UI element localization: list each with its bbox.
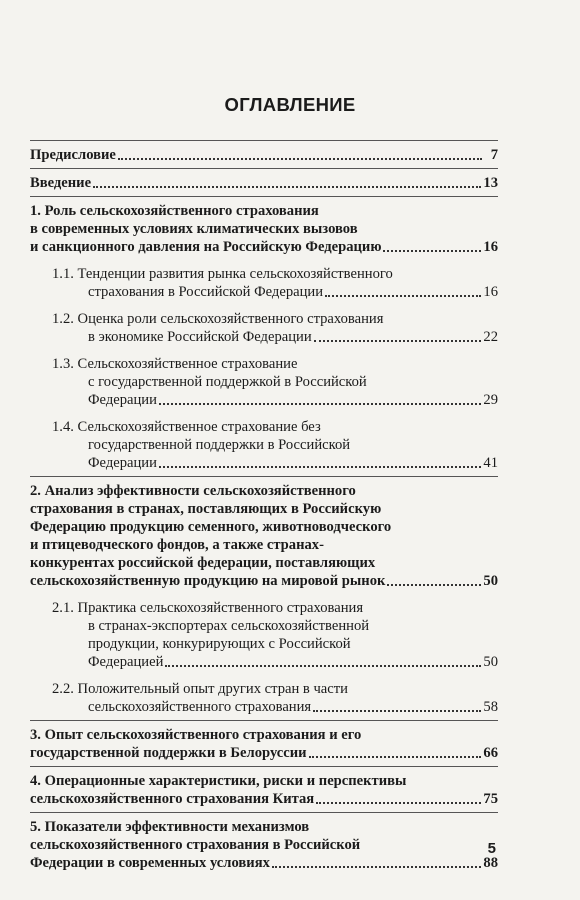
toc-entry-title: Предисловие: [30, 147, 116, 163]
toc-entry-line: Федерации в современных условиях: [30, 855, 270, 871]
dot-leader: [159, 399, 481, 405]
toc-page-number: 41: [483, 455, 498, 471]
toc-entry-line: Федерации: [88, 392, 157, 408]
toc-entry-section-1-2[interactable]: [30, 305, 498, 350]
toc-entry-section-2-2[interactable]: [30, 675, 498, 720]
toc-entry-line: 5. Показатели эффективности механизмов: [30, 819, 310, 835]
toc-page-number: 16: [483, 284, 498, 300]
toc-entry-chapter-3[interactable]: [30, 721, 498, 766]
toc-entry-chapter-5[interactable]: [30, 813, 498, 876]
toc-entry-line: 2. Анализ эффективности сельскохозяйственного: [30, 483, 356, 499]
dot-leader: [309, 752, 482, 758]
toc-page-number: 29: [483, 392, 498, 408]
toc-entry-chapter-1[interactable]: [30, 197, 498, 260]
toc-entry-line: продукции, конкурирующих с Российской: [88, 636, 351, 652]
toc-page-number: 50: [483, 654, 498, 670]
toc-entry-line: 3. Опыт сельскохозяйственного страхования и его: [30, 727, 362, 743]
toc-page-number: 58: [483, 699, 498, 715]
toc-page-number: 50: [483, 573, 498, 589]
toc-entry-line: 1.2. Оценка роли сельскохозяйственного страхования: [52, 311, 384, 327]
toc-entry-title: Введение: [30, 175, 92, 191]
toc-entry-chapter-2[interactable]: [30, 477, 498, 594]
toc-entry-line: 4. Операционные характеристики, риски и перспективы: [30, 773, 407, 789]
toc-entry-line: конкурентах российской федерации, поставляющих: [30, 555, 376, 571]
toc-entry-line: сельскохозяйственного страхования: [88, 699, 312, 715]
toc-entry-line: в экономике Российской Федерации: [88, 329, 312, 345]
dot-leader: [313, 706, 481, 712]
toc-entry-line: Федерацию продукцию семенного, животноводческого: [30, 519, 392, 535]
toc-entry-line: в странах-экспортерах сельскохозяйственной: [88, 618, 370, 634]
toc-entry-line: страхования в Российской Федерации: [88, 284, 324, 300]
toc-entry-line: Федерации: [88, 455, 157, 471]
table-of-contents: [30, 140, 498, 876]
toc-entry-line: 1.3. Сельскохозяйственное страхование: [52, 356, 298, 372]
toc-page-number: 16: [483, 239, 498, 255]
toc-entry-introduction[interactable]: [30, 169, 498, 196]
toc-entry-line: с государственной поддержкой в Российской: [88, 374, 367, 390]
toc-entry-line: страхования в странах, поставляющих в Российскую: [30, 501, 382, 517]
toc-page-number: 75: [483, 791, 498, 807]
toc-entry-section-1-1[interactable]: [30, 260, 498, 305]
dot-leader: [314, 336, 482, 342]
toc-entry-line: Федерацией: [88, 654, 164, 670]
dot-leader: [118, 154, 482, 160]
dot-leader: [272, 862, 482, 868]
dot-leader: [165, 661, 481, 667]
toc-entry-line: 1. Роль сельскохозяйственного страхования: [30, 203, 319, 219]
page-number: 5: [487, 840, 496, 857]
toc-entry-line: и птицеводческого фондов, а также странах-: [30, 537, 324, 553]
toc-entry-line: и санкционного давления на Российскую Федерацию: [30, 239, 382, 255]
toc-entry-chapter-4[interactable]: [30, 767, 498, 812]
toc-page-number: 7: [490, 147, 498, 163]
dot-leader: [387, 580, 481, 586]
toc-page-number: 22: [483, 329, 498, 345]
toc-entry-preface[interactable]: [30, 141, 498, 168]
toc-entry-line: государственной поддержки в Российской: [88, 437, 351, 453]
toc-entry-line: 2.1. Практика сельскохозяйственного страхования: [52, 600, 364, 616]
dot-leader: [325, 291, 481, 297]
toc-entry-line: 1.1. Тенденции развития рынка сельскохозяйственного: [52, 266, 393, 282]
page-title: ОГЛАВЛЕНИЕ: [224, 94, 356, 115]
toc-entry-section-1-3[interactable]: [30, 350, 498, 413]
toc-entry-line: 2.2. Положительный опыт других стран в части: [52, 681, 348, 697]
dot-leader: [316, 798, 481, 804]
toc-page-number: 13: [483, 175, 498, 191]
toc-entry-line: сельскохозяйственного страхования в Российской: [30, 837, 361, 853]
dot-leader: [93, 182, 481, 188]
toc-entry-line: сельскохозяйственную продукцию на мировой рынок: [30, 573, 386, 589]
toc-entry-line: в современных условиях климатических вызовов: [30, 221, 358, 237]
dot-leader: [159, 462, 481, 468]
dot-leader: [383, 246, 481, 252]
toc-entry-section-1-4[interactable]: [30, 413, 498, 476]
toc-entry-line: 1.4. Сельскохозяйственное страхование без: [52, 419, 321, 435]
toc-entry-line: сельскохозяйственного страхования Китая: [30, 791, 315, 807]
toc-page-number: 88: [483, 855, 498, 871]
toc-entry-line: государственной поддержки в Белоруссии: [30, 745, 307, 761]
toc-page-number: 66: [483, 745, 498, 761]
toc-entry-section-2-1[interactable]: [30, 594, 498, 675]
